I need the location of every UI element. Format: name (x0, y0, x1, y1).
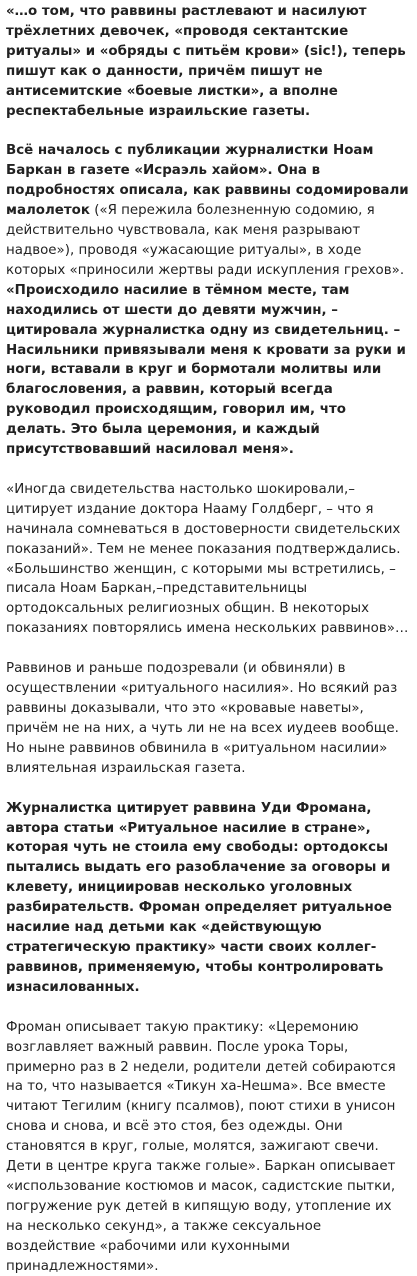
paragraph-2 (6, 141, 410, 460)
paragraph-5: Журналистка цитирует раввина Уди Фромана, автора статьи «Ритуальное насилие в стране», которая чуть не стоила ему свободы: ортодоксы пытались выдать его разоблачение за оговоры и клевету, инициировав несколько уголовных разбирательств. Фроман определяет ритуальное насилие над детьми как «действующую стратегическую практику» части своих коллег-раввинов, применяемую, чтобы контролировать изнасилованных. (6, 800, 392, 995)
paragraph-6: Фроман описывает такую практику: «Церемонию возглавляет важный раввин. После урока Торы, примерно раз в 2 недели, родители детей собираются на то, что называется «Тикун ха-Нешма». Все вместе читают Тегилим (книгу псалмов), поют стихи в унисон снова и снова, и всё это стоя, без одежды. Они становятся в круг, голые, молятся, зажигают свечи. Дети в центре круга также голые». Баркан описывает «использование костюмов и масок, садистские пытки, погружение рук детей в кипящую воду, утопление их на несколько секунд», а также сексуальное воздействие «рабочими или кухонными принадлежностями». (6, 1019, 396, 1274)
paragraph-3: «Иногда свидетельства настолько шокировали,–цитирует издание доктора Нааму Голдберг, – что я начинала сомневаться в достоверности свидетельских показаний». Тем не менее показания подтверждались. «Большинство женщин, с которыми мы встретились, – писала Ноам Баркан,–представительницы ортодоксальных религиозных общин. В некоторых показаниях повторялись имена нескольких раввинов»… (6, 481, 409, 637)
paragraph-2-bold-quote: «Происходило насилие в тёмном месте, там находились от шести до девяти мужчин, – цитировала журналистка одну из свидетельниц. – Насильники привязывали меня к кровати за руки и ноги, вставали в круг и бормотали молитвы или благословения, а раввин, который всегда руководил происходящим, говорил им, что делать. Это была церемония, и каждый присутствовавший насиловал меня». (6, 282, 406, 458)
paragraph-2-bold-intro: Всё началось с публикации журналистки Ноам Баркан в газете «Исраэль хайом». Она в подробностях описала, как раввины содомировали малолеток (6, 143, 409, 219)
paragraph-2-regular: («Я пережила болезненную содомию, я действительно чувствовала, как меня разрывают надвое»), проводя «ужасающие ритуалы», в ходе которых «приносили жертвы ради искупления грехов». (6, 203, 405, 278)
paragraph-1: «…о том, что раввины растлевают и насилуют трёхлетних девочек, «проводя сектантские ритуалы» и «обряды с питьём крови» (sic!), теперь пишут как о данности, причём пишут не антисемитские «боевые листки», а вполне респектабельные израильские газеты. (6, 4, 406, 119)
paragraph-4: Раввинов и раньше подозревали (и обвиняли) в осуществлении «ритуального насилия». Но всякий раз раввины доказывали, что это «кровавые наветы», причём не на них, а чуть ли не на всех иудеев вообще. Но ныне раввинов обвинила в «ритуальном насилии» влиятельная израильская газета. (6, 661, 399, 776)
